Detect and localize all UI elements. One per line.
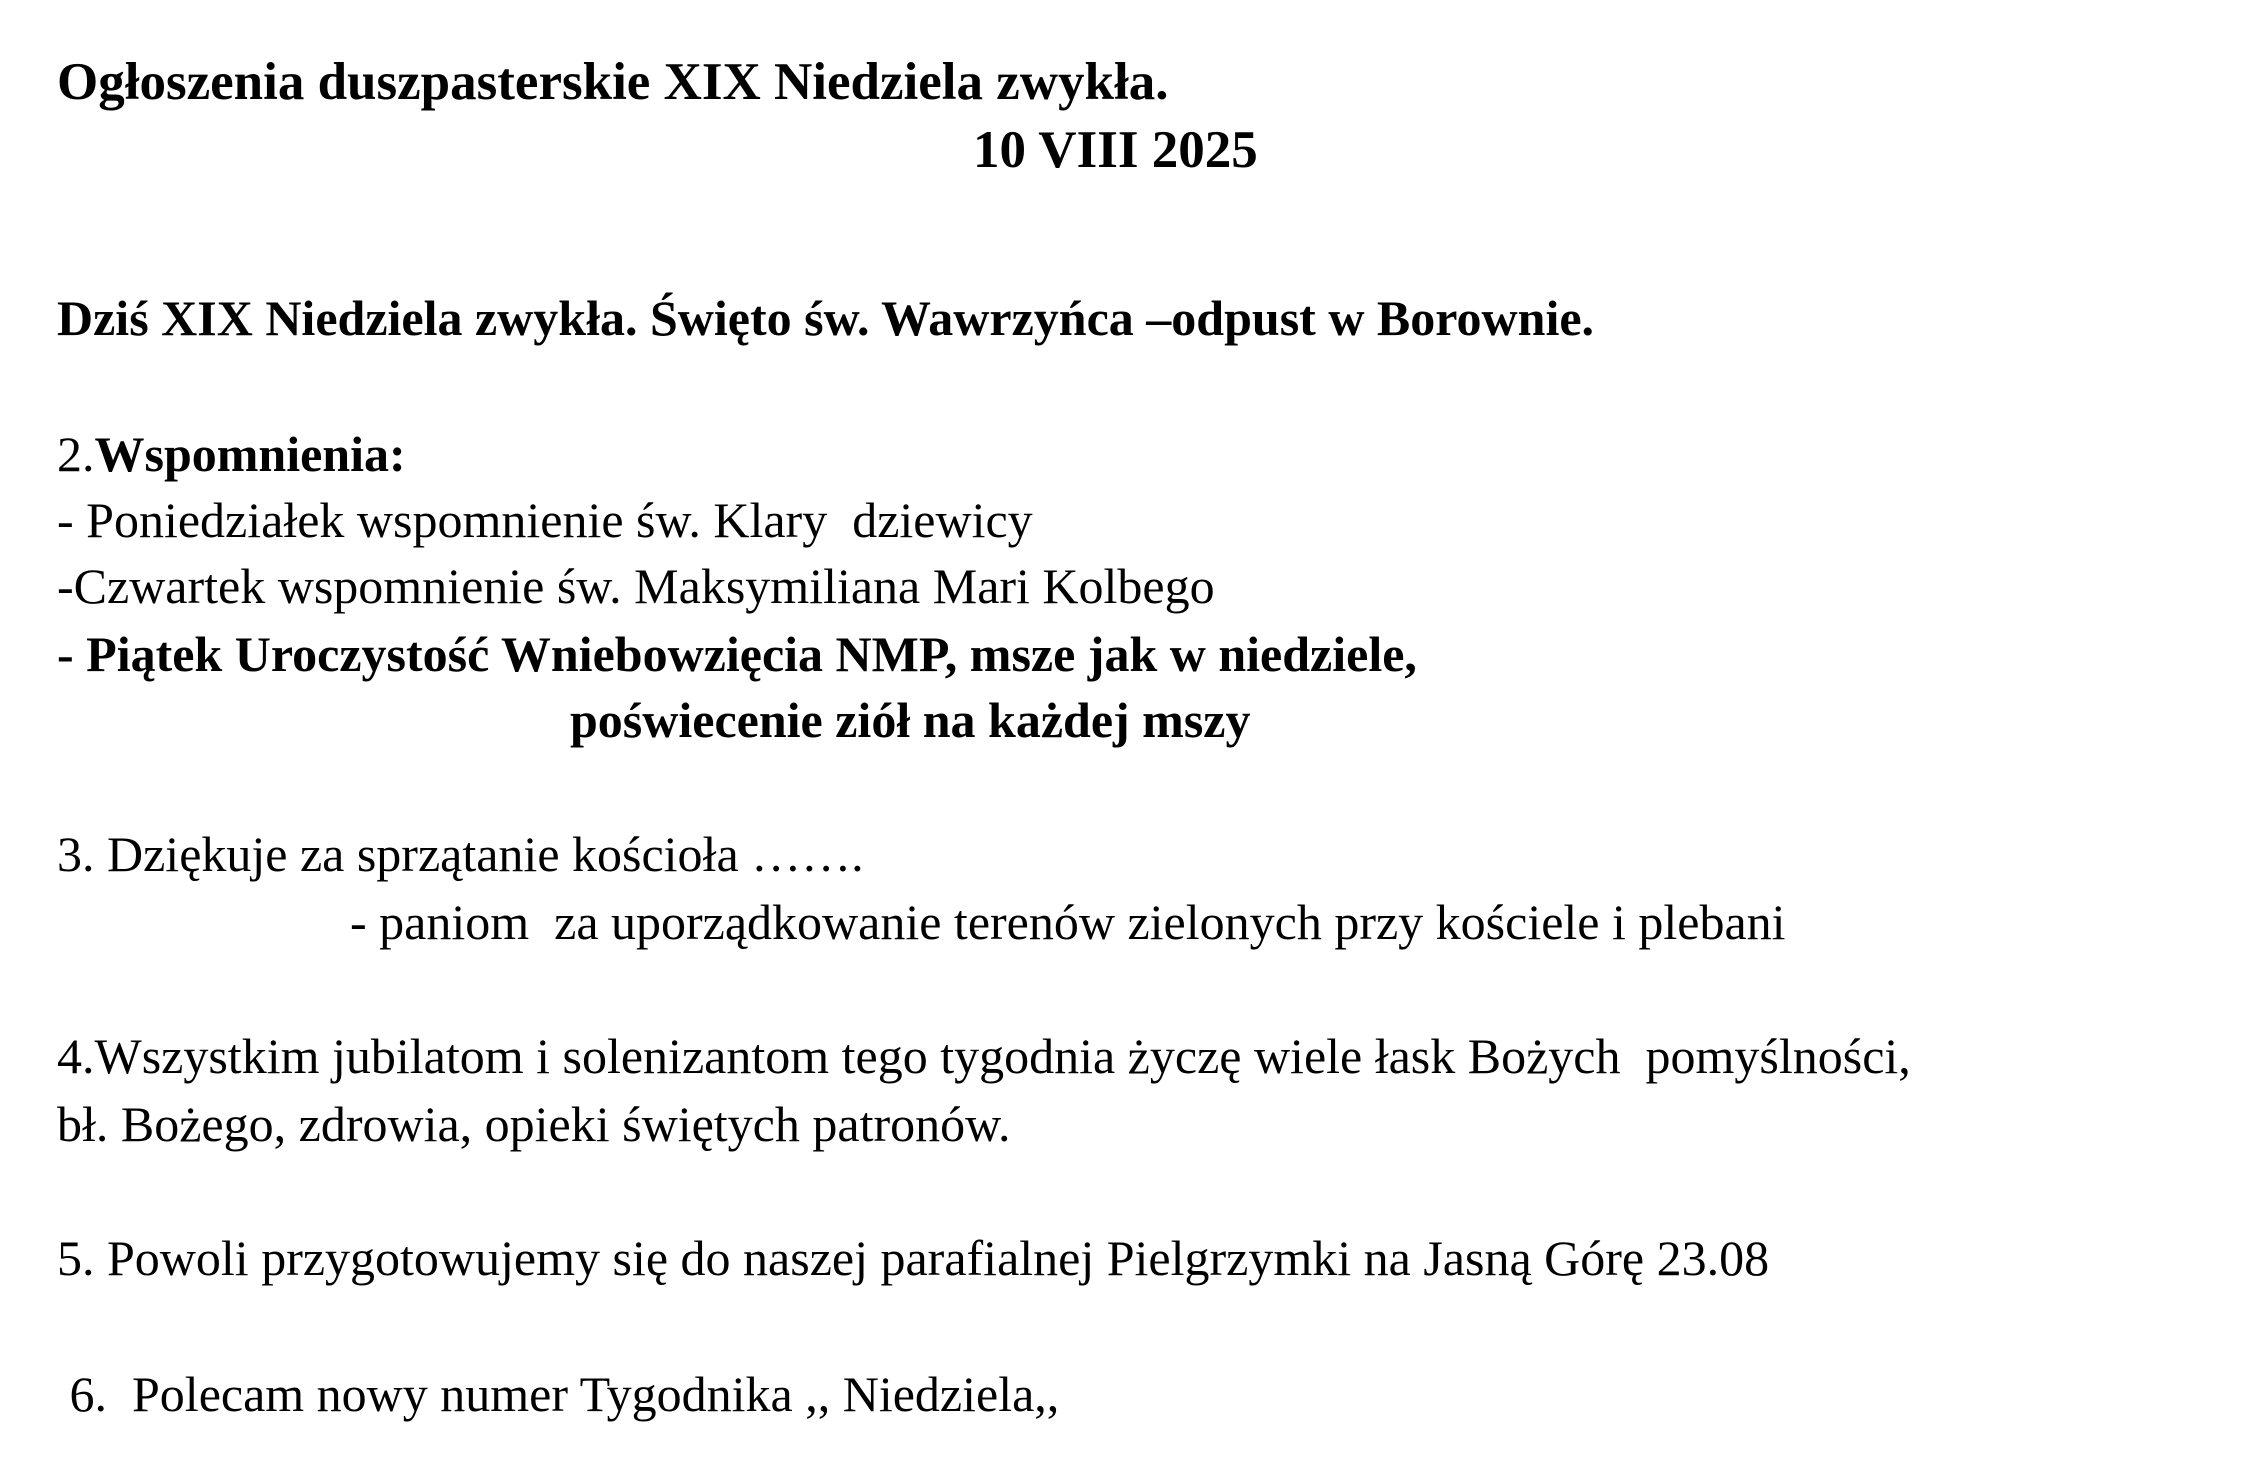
section-2-item-3-text: Piątek Uroczystość Wniebowzięcia NMP, msze jak w niedziele, [86, 626, 1417, 682]
section-4-line-2: bł. Bożego, zdrowia, opieki świętych patronów. [57, 1096, 1011, 1152]
section-2-item-3 [57, 624, 1417, 684]
section-2-heading [57, 424, 406, 484]
section-2-number: 2. [57, 426, 95, 482]
section-2-item-3-continuation: poświecenie ziół na każdej mszy [570, 692, 1251, 748]
page-title: Ogłoszenia duszpasterskie XIX Niedziela zwykła. [57, 53, 1169, 111]
section-2-title: Wspomnienia: [94, 426, 406, 482]
section-3-line-1: 3. Dziękuje za sprzątanie kościoła ……. [57, 826, 864, 882]
page-date: 10 VIII 2025 [973, 121, 1258, 179]
section-3-line-2: - paniom za uporządkowanie terenów zielonych przy kościele i plebani [350, 894, 1786, 950]
section-6-line-1: 6. Polecam nowy numer Tygodnika ,, Niedziela,, [57, 1366, 1060, 1422]
section-5-line-1: 5. Powoli przygotowujemy się do naszej parafialnej Pielgrzymki na Jasną Górę 23.08 [57, 1230, 1770, 1286]
section-4-line-1: 4.Wszystkim jubilatom i solenizantom tego tygodnia życzę wiele łask Bożych pomyślności, [57, 1028, 1911, 1084]
section-2-item-3-prefix: - [57, 626, 87, 682]
section-2-item-2: -Czwartek wspomnienie św. Maksymiliana Mari Kolbego [57, 558, 1215, 614]
intro-text: Dziś XIX Niedziela zwykła. Święto św. Wawrzyńca –odpust w Borownie. [57, 290, 1595, 346]
section-2-item-1: - Poniedziałek wspomnienie św. Klary dziewicy [57, 492, 1033, 548]
